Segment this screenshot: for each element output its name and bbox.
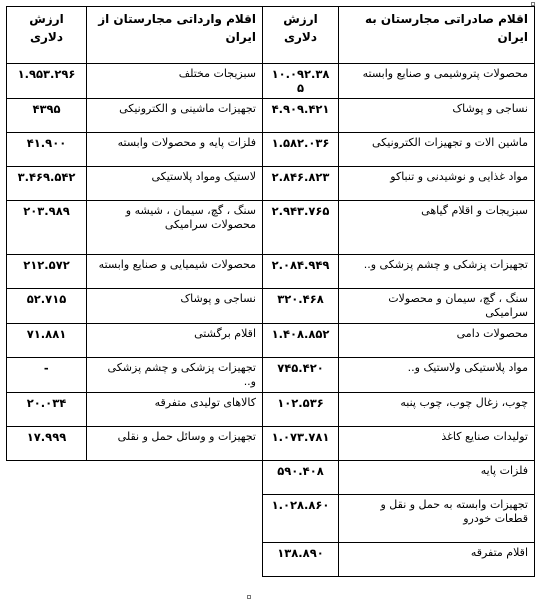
export-value-cell: ۱۳۸.۸۹۰: [263, 543, 339, 577]
import-value-header: ارزش دلاری: [7, 7, 87, 64]
export-item-cell: مواد پلاستیکی ولاستیک و..: [339, 358, 535, 393]
table-row: [7, 167, 535, 201]
export-value-cell: ۴.۹۰۹.۴۲۱: [263, 99, 339, 133]
export-value-cell: ۲.۰۸۴.۹۴۹: [263, 255, 339, 289]
export-item-header: اقلام صادراتی مجارستان به ایران: [339, 7, 535, 64]
export-value-cell: ۲.۸۴۶.۸۲۳: [263, 167, 339, 201]
table-row: [7, 324, 535, 358]
import-value-cell: ۲۰۳.۹۸۹: [7, 201, 87, 255]
export-item-cell: سبزیجات و اقلام گیاهی: [339, 201, 535, 255]
table-row: [7, 255, 535, 289]
export-item-cell: نساجی و پوشاک: [339, 99, 535, 133]
import-item-cell: فلزات پایه و محصولات وابسته: [87, 133, 263, 167]
export-item-cell: مواد غذایی و نوشیدنی و تنباکو: [339, 167, 535, 201]
export-item-cell: تجهیزات وابسته به حمل و نقل و قطعات خودرو: [339, 495, 535, 543]
table-row: [7, 427, 535, 461]
empty-cell: [87, 543, 263, 577]
export-item-cell: اقلام متفرقه: [339, 543, 535, 577]
export-item-cell: تولیدات صنایع کاغذ: [339, 427, 535, 461]
import-item-cell: اقلام برگشتی: [87, 324, 263, 358]
import-value-cell: ۴۳۹۵: [7, 99, 87, 133]
table-row: [7, 64, 535, 99]
import-item-cell: سنگ ، گچ، سیمان ، شیشه و محصولات سرامیکی: [87, 201, 263, 255]
export-item-cell: ماشین الات و تجهیزات الکترونیکی: [339, 133, 535, 167]
export-value-cell: ۱.۴۰۸.۸۵۲: [263, 324, 339, 358]
export-value-cell: ۱.۵۸۲.۰۳۶: [263, 133, 339, 167]
export-value-cell: ۲.۹۴۳.۷۶۵: [263, 201, 339, 255]
empty-cell: [87, 495, 263, 543]
import-item-cell: محصولات شیمیایی و صنایع وابسته: [87, 255, 263, 289]
table-row: [7, 133, 535, 167]
table-row: [7, 461, 535, 495]
import-value-cell: -: [7, 358, 87, 393]
table-row: [7, 289, 535, 324]
empty-cell: [7, 461, 87, 495]
empty-cell: [7, 543, 87, 577]
export-item-cell: محصولات دامی: [339, 324, 535, 358]
anchor-marker: [247, 595, 251, 599]
empty-cell: [7, 495, 87, 543]
import-item-cell: تجهیزات و وسائل حمل و نقلی: [87, 427, 263, 461]
import-value-cell: ۳.۴۶۹.۵۴۲: [7, 167, 87, 201]
export-value-cell: ۱۰۲.۵۳۶: [263, 393, 339, 427]
import-value-cell: ۱۷.۹۹۹: [7, 427, 87, 461]
import-value-cell: ۵۲.۷۱۵: [7, 289, 87, 324]
import-item-cell: کالاهای تولیدی متفرقه: [87, 393, 263, 427]
import-item-header: اقلام وارداتی مجارستان از ایران: [87, 7, 263, 64]
import-value-cell: ۴۱.۹۰۰: [7, 133, 87, 167]
export-value-cell: ۷۴۵.۴۲۰: [263, 358, 339, 393]
export-item-cell: چوب، زغال چوب، چوب پنبه: [339, 393, 535, 427]
table-row: [7, 99, 535, 133]
export-value-header: ارزش دلاری: [263, 7, 339, 64]
import-item-cell: تجهیزات پزشکی و چشم پزشکی و..: [87, 358, 263, 393]
export-value-cell: ۱.۰۲۸.۸۶۰: [263, 495, 339, 543]
trade-table: [6, 6, 535, 577]
export-value-cell: ۱۰.۰۹۲.۳۸۵: [263, 64, 339, 99]
import-item-cell: لاستیک ومواد پلاستیکی: [87, 167, 263, 201]
table-row: [7, 495, 535, 543]
table-row: [7, 201, 535, 255]
import-value-cell: ۷۱.۸۸۱: [7, 324, 87, 358]
export-value-cell: ۱.۰۷۳.۷۸۱: [263, 427, 339, 461]
import-value-cell: ۲۱۲.۵۷۲: [7, 255, 87, 289]
export-item-cell: فلزات پایه: [339, 461, 535, 495]
export-value-cell: ۳۲۰.۴۶۸: [263, 289, 339, 324]
import-item-cell: سبزیجات مختلف: [87, 64, 263, 99]
table-body: [7, 64, 535, 577]
export-value-cell: ۵۹۰.۴۰۸: [263, 461, 339, 495]
table-row: [7, 543, 535, 577]
empty-cell: [87, 461, 263, 495]
import-value-cell: ۲۰.۰۳۴: [7, 393, 87, 427]
import-item-cell: تجهیزات ماشینی و الکترونیکی: [87, 99, 263, 133]
table-row: [7, 393, 535, 427]
import-item-cell: نساجی و پوشاک: [87, 289, 263, 324]
table-row: [7, 358, 535, 393]
header-row: [7, 7, 535, 64]
export-item-cell: محصولات پتروشیمی و صنایع وابسته: [339, 64, 535, 99]
import-value-cell: ۱.۹۵۳.۲۹۶: [7, 64, 87, 99]
export-item-cell: سنگ ، گچ، سیمان و محصولات سرامیکی: [339, 289, 535, 324]
export-item-cell: تجهیزات پزشکی و چشم پزشکی و..: [339, 255, 535, 289]
